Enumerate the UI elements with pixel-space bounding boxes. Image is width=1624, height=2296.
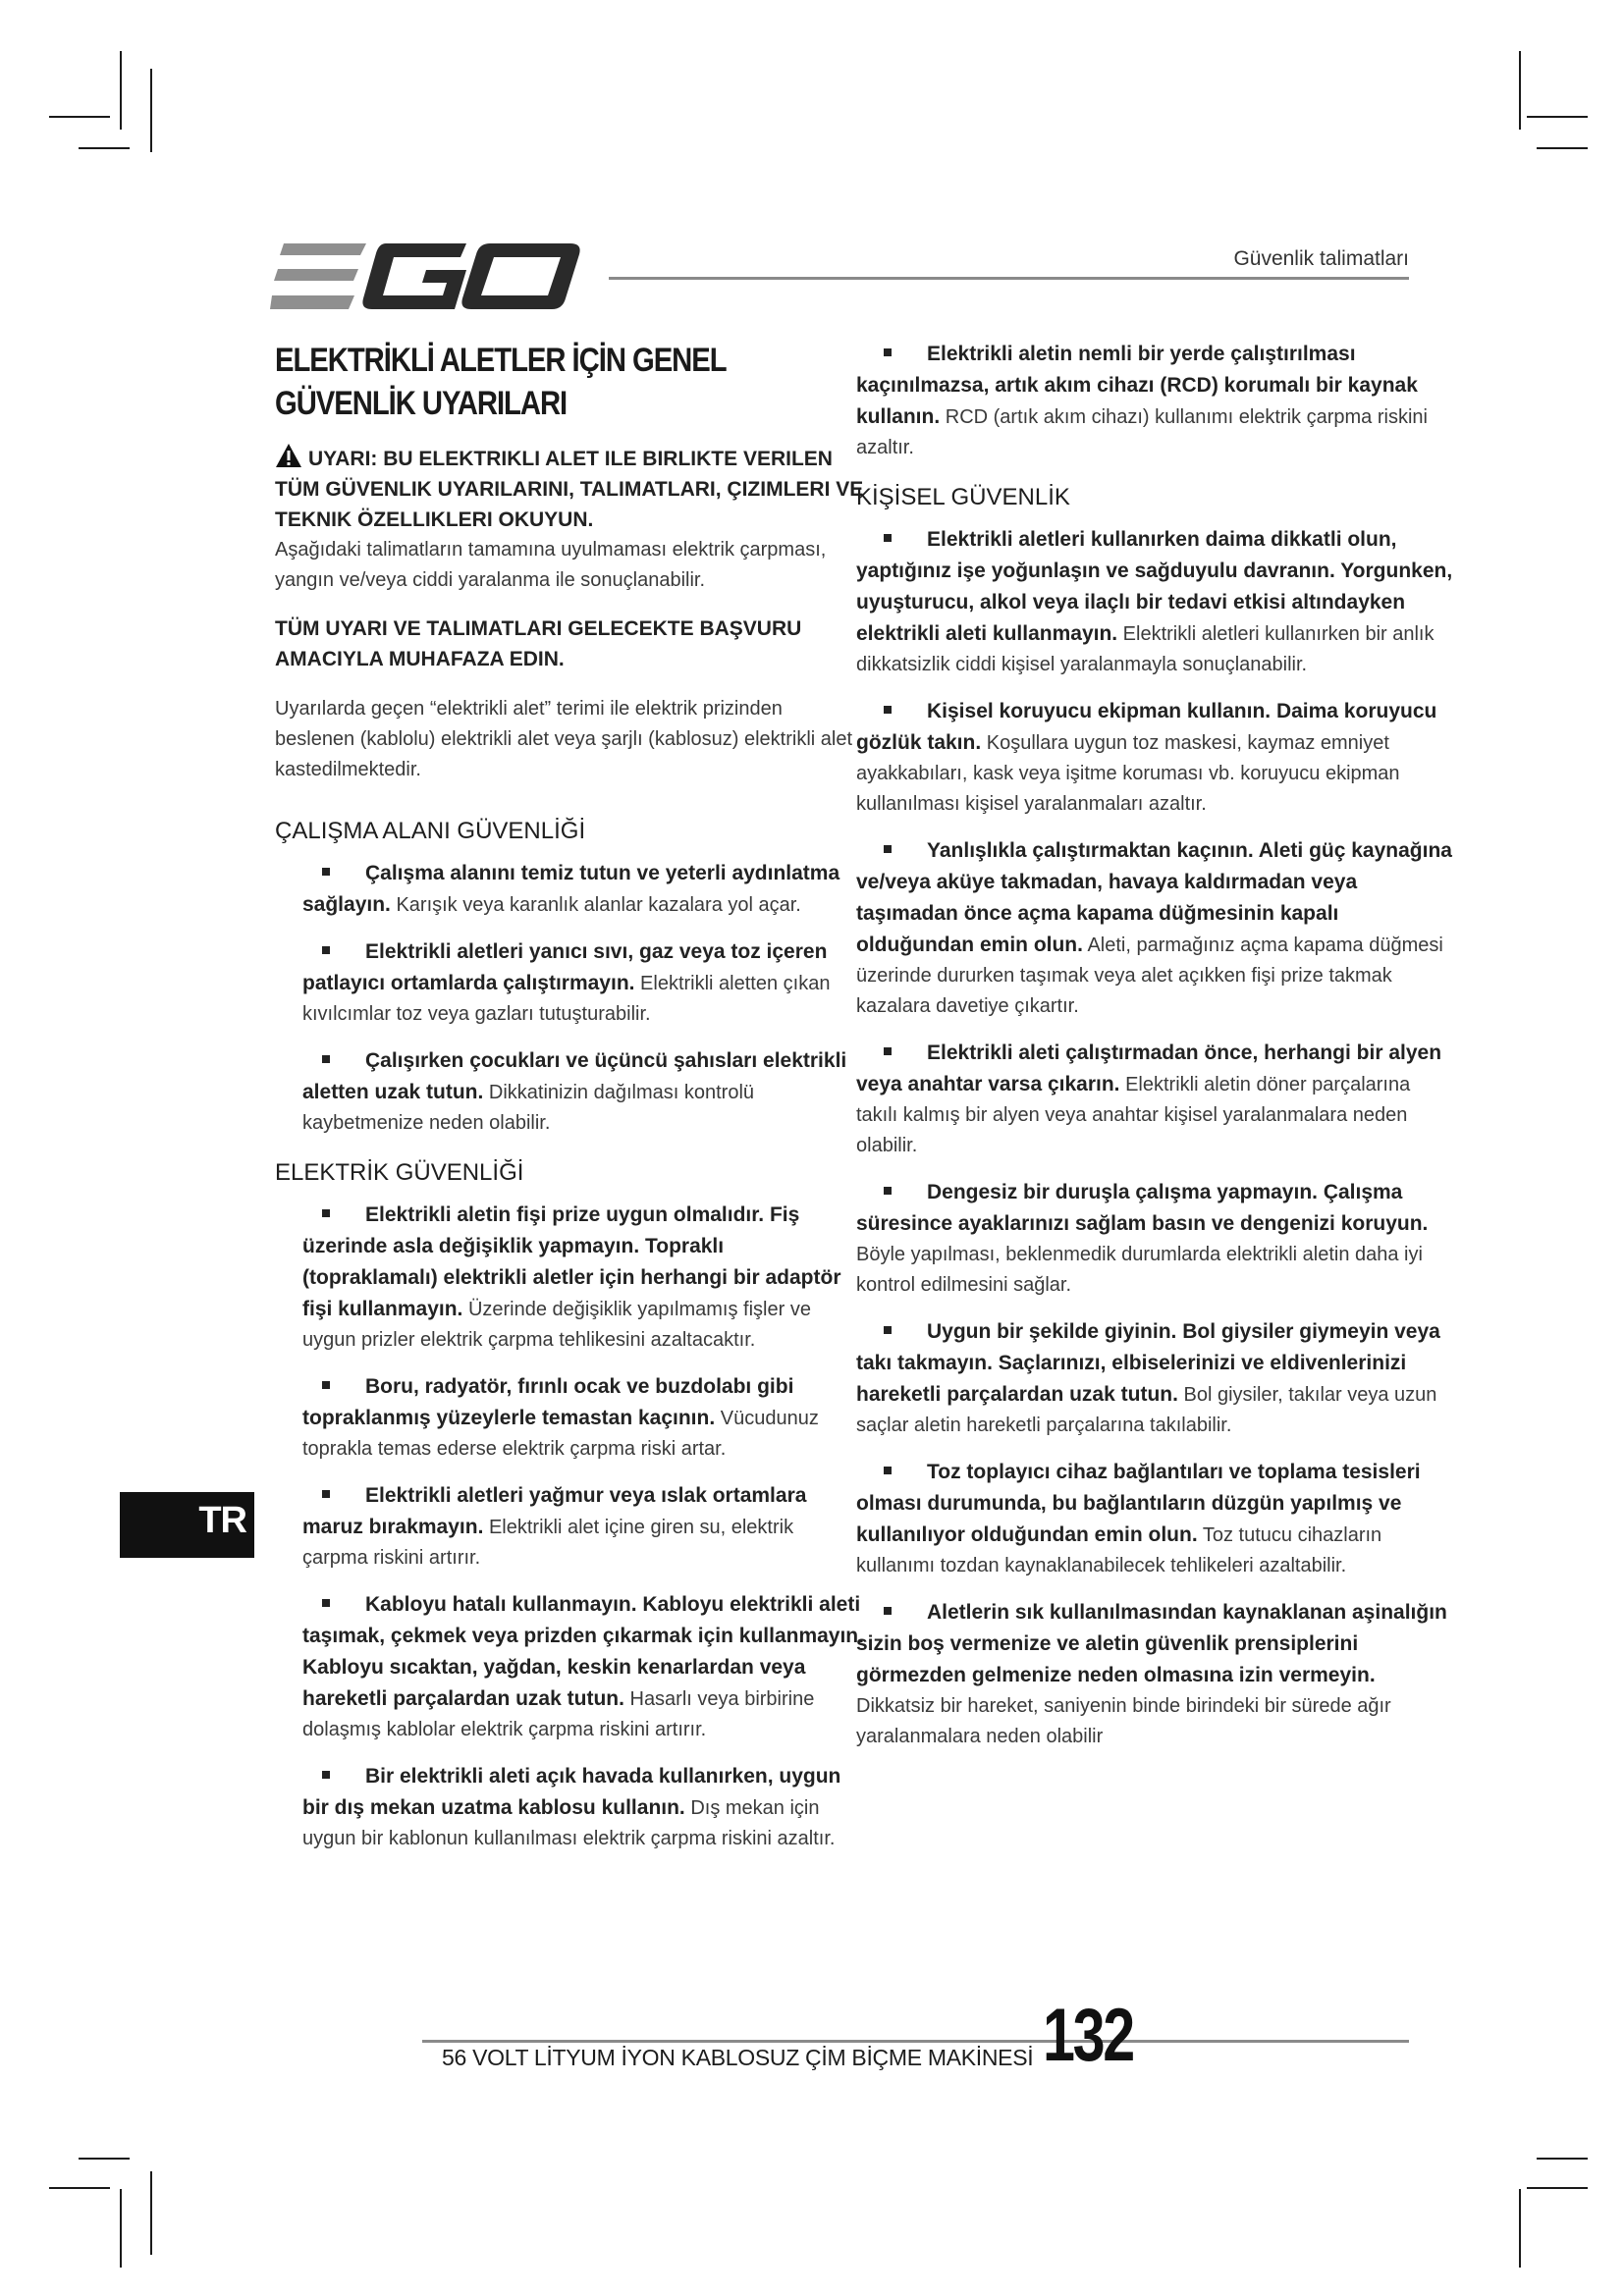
list-item: Toz toplayıcı cihaz bağlantıları ve toplama tesisleri olması durumunda, bu bağlantıların düzgün yapılmış ve kullanılıyor olduğundan emin olun. Toz tutucu cihazların kullanımı tozdan kaynaklanabilecek tehlikeleri azaltabilir. — [856, 1461, 1421, 1576]
bullet-icon — [884, 534, 892, 542]
list-item: Çalışırken çocukları ve üçüncü şahısları elektrikli aletten uzak tutun. Dikkatinizin dağılması kontrolü kaybetmenize neden olabilir. — [302, 1049, 847, 1134]
language-tab — [120, 1492, 254, 1558]
bullet-icon — [322, 1209, 330, 1217]
list-item: Kabloyu hatalı kullanmayın. Kabloyu elektrikli aleti taşımak, çekmek veya prizden çıkarmak için kullanmayın. Kabloyu sıcaktan, yağdan, keskin kenarlardan veya hareketli parçalardan uzak tutun. Hasarlı veya birbirine dolaşmış kablolar elektrik çarpma riskini artırır. — [302, 1593, 864, 1740]
list-item: Elektrikli aletleri yağmur veya ıslak ortamlara maruz bırakmayın. Elektrikli alet içine giren su, elektrik çarpma riskini artırır. — [302, 1484, 807, 1569]
header-rule — [609, 277, 1409, 280]
main-title: ELEKTRİKLİ ALETLER İÇİN GENEL GÜVENLİK UYARILARI — [275, 342, 727, 422]
personal-list — [856, 524, 1455, 1752]
right-column — [856, 339, 1455, 1768]
list-item: Bir elektrikli aleti açık havada kullanırken, uygun bir dış mekan uzatma kablosu kullanın. Dış mekan için uygun bir kablonun kullanılması elektrik çarpma riskini azaltır. — [302, 1765, 841, 1849]
list-item: Elektrikli aletleri yanıcı sıvı, gaz veya toz içeren patlayıcı ortamlarda çalıştırmayın. Elektrikli aletten çıkan kıvılcımlar toz veya gazları tutuşturabilir. — [302, 940, 831, 1025]
list-item: Elektrikli aletin nemli bir yerde çalıştırılması kaçınılmazsa, artık akım cihazı (RCD) korumalı bir kaynak kullanın. RCD (artık akım cihazı) kullanımı elektrik çarpma riskini azaltır. — [856, 343, 1428, 458]
list-item: Dengesiz bir duruşla çalışma yapmayın. Çalışma süresince ayaklarınızı sağlam basın ve dengenizi koruyun. Böyle yapılması, beklenmedik durumlarda elektrikli aletin daha iyi kontrol edilmesini sağlar. — [856, 1181, 1429, 1296]
section-title-work-area: ÇALIŞMA ALANI GÜVENLİĞİ — [275, 818, 586, 844]
list-item: Uygun bir şekilde giyinin. Bol giysiler giymeyin veya takı takmayın. Saçlarınızı, elbiselerinizi ve eldivenlerinizi hareketli parçalardan uzak tutun. Bol giysiler, takılar veya uzun saçlar aletin hareketli parçalarına takılabilir. — [856, 1320, 1440, 1436]
definition-text: Uyarılarda geçen “elektrikli alet” terimi ile elektrik prizinden beslenen (kablolu) elektrikli alet veya şarjlı (kablosuz) elektrikli alet kastedilmektedir. — [275, 698, 853, 780]
section-title-personal: KİŞİSEL GÜVENLİK — [856, 484, 1070, 510]
section-title-electrical: ELEKTRİK GÜVENLİĞİ — [275, 1159, 524, 1186]
list-item: Aletlerin sık kullanılmasından kaynaklanan aşinalığın sizin boş vermenize ve aletin güvenlik prensiplerini görmezden gelmenize neden olmasına izin vermeyin. Dikkatsiz bir hareket, saniyenin binde birindeki bir sürede ağır yaralanmalara neden olabilir — [856, 1601, 1447, 1747]
bullet-icon — [884, 1047, 892, 1055]
list-item: Kişisel koruyucu ekipman kullanın. Daima koruyucu gözlük takın. Koşullara uygun toz maskesi, kaymaz emniyet ayakkabıları, kask veya işitme koruması vb. koruyucu ekipman kullanılması kişisel yaralanmaları azaltır. — [856, 700, 1437, 815]
electrical-list — [275, 1200, 864, 1854]
bullet-icon — [322, 946, 330, 954]
list-item: Elektrikli aleti çalıştırmadan önce, herhangi bir alyen veya anahtar varsa çıkarın. Elektrikli aletin döner parçalarına takılı kalmış bir alyen veya anahtar kişisel yaralanmalara neden olabilir. — [856, 1041, 1442, 1156]
bullet-icon — [322, 868, 330, 876]
footer-rule — [422, 2040, 1409, 2043]
list-item: Elektrikli aletin fişi prize uygun olmalıdır. Fiş üzerinde asla değişiklik yapmayın. Topraklı (topraklamalı) elektrikli aletler için herhangi bir adaptör fişi kullanmayın. Üzerinde değişiklik yapılmamış fişler ve uygun prizler elektrik çarpma tehlikesini azaltacaktır. — [302, 1203, 841, 1351]
bullet-icon — [322, 1055, 330, 1063]
bullet-icon — [322, 1381, 330, 1389]
list-item: Elektrikli aletleri kullanırken daima dikkatli olun, yaptığınız işe yoğunlaşın ve sağduyulu davranın. Yorgunken, uyuşturucu, alkol veya ilaçlı bir tedavi etkisi altındayken elektrikli aleti kullanmayın. Elektrikli aletleri kullanırken bir anlık dikkatsizlik ciddi kişisel yaralanmayla sonuçlanabilir. — [856, 528, 1453, 675]
page-number: 132 — [1043, 1994, 1133, 2077]
bullet-icon — [884, 1187, 892, 1195]
bullet-icon — [884, 1326, 892, 1334]
warning-triangle-icon — [275, 443, 302, 468]
list-item: Çalışma alanını temiz tutun ve yeterli aydınlatma sağlayın. Karışık veya karanlık alanlar kazalara yol açar. — [302, 862, 840, 916]
left-column — [275, 339, 864, 1870]
bullet-icon — [322, 1771, 330, 1779]
list-item: Boru, radyatör, fırınlı ocak ve buzdolabı gibi topraklanmış yüzeylerle temastan kaçının. Vücudunuz toprakla temas ederse elektrik çarpma riski artar. — [302, 1375, 819, 1460]
keep-instructions: TÜM UYARI VE TALIMATLARI GELECEKTE BAŞVURU AMACIYLA MUHAFAZA EDIN. — [275, 617, 802, 670]
header-title: Güvenlik talimatları — [1233, 247, 1409, 270]
warning-block — [275, 443, 864, 535]
ego-logo — [270, 240, 584, 313]
bullet-icon — [884, 845, 892, 853]
bullet-icon — [884, 1467, 892, 1474]
bullet-icon — [322, 1490, 330, 1498]
list-item: Yanlışlıkla çalıştırmaktan kaçının. Aleti güç kaynağına ve/veya aküye takmadan, havaya kaldırmadan veya taşımadan önce açma kapama düğmesinin kapalı olduğundan emin olun. Aleti, parmağınız açma kapama düğmesi üzerinde dururken taşımak veya alet açıkken fişi prize takmak kazalara davetiye çıkartır. — [856, 839, 1452, 1017]
bullet-icon — [322, 1599, 330, 1607]
warning-label: UYARI: BU ELEKTRIKLI ALET ILE BIRLIKTE VERILEN TÜM GÜVENLIK UYARILARINI, TALIMATLARI, ÇIZIMLERI VE TEKNIK ÖZELLIKLERI OKUYUN. — [275, 448, 864, 531]
electrical-list-continued — [856, 339, 1455, 463]
warning-text: Aşağıdaki talimatların tamamına uyulmaması elektrik çarpması, yangın ve/veya ciddi yaralanma ile sonuçlanabilir. — [275, 539, 827, 591]
bullet-icon — [884, 706, 892, 714]
language-tab-label: TR — [198, 1500, 246, 1541]
bullet-icon — [884, 1607, 892, 1615]
work-area-list — [275, 858, 864, 1139]
bullet-icon — [884, 348, 892, 356]
footer-text: 56 VOLT LİTYUM İYON KABLOSUZ ÇİM BİÇME MAKİNESİ — [442, 2045, 1034, 2070]
